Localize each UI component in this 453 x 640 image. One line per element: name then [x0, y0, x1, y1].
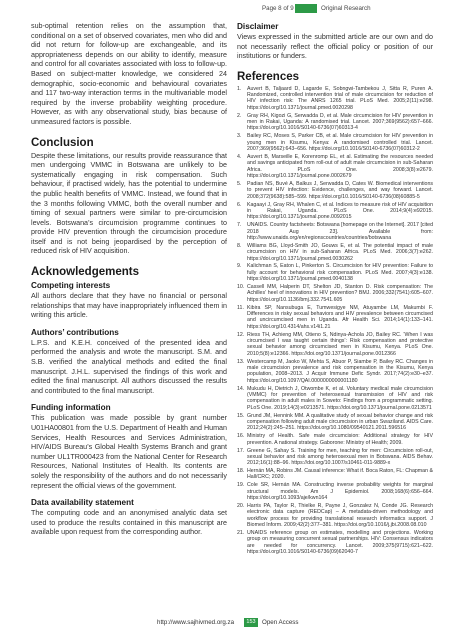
reference-text: Auvert B, Marseille E, Korenromp EL, et al. Estimating the resources needed and savings anticipated from roll-out of adult male circumcision in sub-Saharan Africa. PLoS One. 2008;3(8):e2679. https://doi.org/10.1371/journal.pone.0002679 — [247, 154, 433, 180]
reference-item — [237, 413, 433, 432]
reference-item — [237, 530, 433, 555]
reference-number: 14. — [237, 385, 245, 392]
reference-item — [237, 86, 433, 111]
reference-text: Harris PA, Taylor R, Thielke R, Payne J, Gonzalez N, Conde JG. Research electronic data capture (REDCap) – A metadata-driven methodology and workflow process for providing translational research informatics support. J Biomed Inform. 2009;42(2):377–381. https://doi.org/10.1016/j.jbi.2008.08.010 — [247, 503, 433, 529]
reference-text: Hernán MA, Robins JM. Causal inference: What if. Boca Raton, FL: Chapman & Hall/CRC; 2020. — [247, 468, 433, 481]
reference-text: Kibira SP, Nansubuga E, Tumwesigye NM, Atuyambe LM, Makumbi F. Differences in risky sexual behaviors and HIV prevalence between circumcised and uncircumcised men in Uganda. Afr Health Sci. 2014;14(1):133–141. https://doi.org/10.4314/ahs.v14i1.21 — [247, 304, 433, 330]
reference-number: 17. — [237, 447, 245, 454]
reference-number: 20. — [237, 503, 245, 510]
reference-number: 4. — [237, 154, 242, 160]
reference-number: 19. — [237, 482, 245, 489]
reference-text: UNAIDS. Country factsheets: Botswana [homepage on the Internet]. 2017 [cited 2018 Aug 23]. Available from: http://www.unaids.org/en/regionscountries/countries/botswana — [247, 222, 433, 241]
funding-paragraph: This publication was made possible by grant number U01HA00801 from the U.S. Department of Health and Human Services, Health Resources and Services Administration, HIV/AIDS Bureau’s Global Health Systems Branch and grant number UL1TR000423 from the National Center for Research Resources, National Institutes of Health. Its contents are solely the responsibility of the authors and do not necessarily represent the official views of the government. — [31, 414, 227, 490]
right-column — [237, 22, 433, 557]
reference-item — [237, 468, 433, 481]
reference-number: 16. — [237, 433, 245, 440]
reference-item — [237, 433, 433, 446]
references-list — [237, 86, 433, 556]
reference-text: Kagaayi J, Gray RH, Whalen C, et al. Indices to measure risk of HIV acquisition in Rakai, Uganda. PLoS One. 2014;9(4):e92015. https://doi.org/10.1371/journal.pone.0092015 — [247, 201, 433, 221]
reference-text: Grund JM, Hennink MM. A qualitative study of sexual behavior change and risk compensation following adult male circumcision in urban Swaziland. AIDS Care. 2012;24(2):245–251. https://doi.org/10.1080/09540121.2011.596516 — [247, 412, 433, 432]
reference-number: 2. — [237, 112, 242, 119]
reference-number: 9. — [237, 263, 242, 270]
acknowledgements-heading: Acknowledgements — [31, 266, 139, 279]
reference-text: Bailey RC, Moses S, Parker CB, et al. Male circumcision for HIV prevention in young men in Kisumu, Kenya: A randomised controlled trial. Lancet. 2007;369(9562):643–656. https://doi.org/10.1016/S0140-6736(07)60312-2 — [247, 133, 433, 153]
reference-text: Gray RH, Kigozi G, Serwadda D, et al. Male circumcision for HIV prevention in men in Rakai, Uganda: A randomised trial. Lancet. 2007;369(9562):657–666. https://doi.org/10.1016/S0140-6736(07)60313-4 — [247, 112, 433, 132]
funding-heading: Funding information — [31, 403, 111, 413]
page-footer — [0, 618, 453, 630]
conclusion-heading: Conclusion — [31, 136, 94, 149]
reference-item — [237, 154, 433, 179]
reference-item — [237, 284, 433, 303]
references-heading: References — [237, 70, 300, 83]
reference-number: 8. — [237, 242, 242, 249]
disclaimer-heading: Disclaimer — [237, 22, 279, 31]
reference-number: 5. — [237, 180, 242, 187]
reference-item — [237, 243, 433, 262]
reference-item — [237, 263, 433, 282]
reference-item — [237, 181, 433, 200]
reference-text: Cole SR, Hernán MA. Constructing inverse probability weights for marginal structural models. Am J Epidemiol. 2008;168(6):656–664. https://doi.org/10.1093/aje/kwn164 — [247, 482, 433, 502]
reference-text: Greene G, Sahay S. Training for men, teaching for men: Circumcision roll-out, sexual behavior and risk among heterosexual men in Botswana. AIDS Behav. 2012;16(1):88–96. https://doi.org/10.1007/s10461-011-9889-x — [247, 447, 433, 467]
reference-item — [237, 222, 433, 241]
reference-number: 13. — [237, 358, 245, 365]
intro-paragraph: sub-optimal retention relies on the assumption that, conditional on a set of observed covariates, men who did and did not return for follow-up are exchangeable, and its appropriateness depends on our ability to identify, measure and control for all covariates associated with loss to follow-up. Based on subject-matter knowledge, we considered 24 demographic, socio-economic and behavioural covariates and 117 two-way interaction terms in the multivariable model required by the inverse probability weighting procedure. However, as with any observational study, bias because of unmeasured factors is possible. — [31, 22, 227, 126]
data-availability-paragraph: The computing code and an anonymised analytic data set used to produce the results contained in this manuscript are available upon request from the corresponding author. — [31, 509, 227, 537]
reference-text: Auvert B, Taljaard D, Lagarde E, Sobngwi-Tambekou J, Sitta R, Puren A. Randomized, controlled intervention trial of male circumcision for reduction of HIV infection risk: The ANRS 1265 trial. PLoS Med. 2005;2(11):e298. https://doi.org/10.1371/journal.pmed.0020298 — [247, 85, 433, 111]
page-header — [0, 5, 453, 17]
reference-item — [237, 305, 433, 330]
reference-item — [237, 448, 433, 467]
reference-text: UNAIDS reference group on estimates, modelling and projections. Working group on measuring concurrent sexual partnerships. HIV: Consensus indicators are needed for concurrency. Lancet. 2009;375(9715):621–622. https://doi.org/10.1016/S0140-6736(09)62040-7 — [247, 530, 433, 556]
reference-item — [237, 482, 433, 501]
reference-number: 6. — [237, 201, 242, 208]
reference-text: Westercamp M, Jaoko W, Mehta S, Abuor P, Siambe P, Bailey RC. Changes in male circumcision prevalence and risk compensation in the Kisumu, Kenya population, 2008–2013. J Acquir Immune Defic Syndr. 2017;74(2):e30–e37. https://doi.org/10.1097/QAI.0000000000001180 — [247, 358, 433, 384]
footer-page-number: 153 — [244, 618, 258, 627]
reference-number: 7. — [237, 222, 242, 229]
reference-number: 15. — [237, 412, 245, 419]
reference-text: Riess TH, Achieng MM, Otieno S, Ndinya-Achola JO, Bailey RC. ‘When I was circumcised I was taught certain things’: Risk compensation and protective sexual behavior among circumcised men in Kisumu, Kenya. PLoS One. 2010;5(8):e12366. https://doi.org/10.1371/journal.pone.0012366 — [247, 331, 433, 357]
reference-item — [237, 332, 433, 357]
reference-item — [237, 113, 433, 132]
article-type-label: Original Research — [321, 5, 371, 12]
reference-text: Mukudu H, Dietrich J, Otwombe K, et al. Voluntary medical male circumcision (VMMC) for prevention of heterosexual transmission of HIV and risk compensation in adult males in Soweto: Findings from a programmatic setting. PLoS One. 2019;14(3):e0213571. https://doi.org/10.1371/journal.pone.0213571 — [247, 385, 433, 411]
reference-number: 11. — [237, 304, 244, 311]
conclusion-paragraph: Despite these limitations, our results provide reassurance that men undergoing VMMC in Botswana are unlikely to be systematically engaging in risk compensation. Such behaviour, if practised widely, has the potential to undermine the public health benefits of VMMC. Instead, we found that in the 3 months following VMMC, both the overall number and timing of sexual partners were similar to pre-circumcision levels. Botswana’s circumcision programme continues to provide HIV prevention through the circumcision procedure itself and is not being jeopardised by the perception of reduced risk of HIV acquisition. — [31, 151, 227, 256]
competing-interests-heading: Competing interests — [31, 281, 111, 291]
authors-contributions-paragraph: L.P.S. and K.E.H. conceived of the presented idea and performed the analysis and wrote the manuscript. S.M. and S.B. verified the analytical methods and edited the final manuscript. J.H.L. supervised the findings of this work and edited the final manuscript. All authors discussed the results and contributed to the final manuscript. — [31, 338, 227, 395]
page-number-label: Page 8 of 9 — [262, 5, 294, 12]
reference-item — [237, 503, 433, 528]
reference-item — [237, 133, 433, 152]
journal-url-link[interactable]: http://www.sajhivmed.org.za — [157, 619, 235, 626]
data-availability-heading: Data availability statement — [31, 498, 134, 508]
reference-item — [237, 359, 433, 384]
open-access-label: Open Access — [262, 619, 299, 626]
reference-number: 18. — [237, 468, 245, 475]
reference-item — [237, 202, 433, 221]
reference-number: 12. — [237, 331, 245, 338]
competing-interests-paragraph: All authors declare that they have no financial or personal relationships that may have inappropriately influenced them in writing this article. — [31, 292, 227, 320]
reference-item — [237, 386, 433, 411]
reference-text: Padian NS, Buvé A, Balkus J, Serwadda D, Cates W. Biomedical interventions to prevent HIV infection: Evidence, challenges, and way forward. Lancet. 2008;372(9638):585–599. https://doi.org/10.1016/S0140-6736(08)60885-5 — [247, 180, 433, 200]
reference-number: 10. — [237, 284, 245, 291]
reference-text: Williams BG, Lloyd-Smith JO, Gouws E, et al. The potential impact of male circumcision on HIV in sub-Saharan Africa. PLoS Med. 2006;3(7):e262. https://doi.org/10.1371/journal.pmed.0030262 — [247, 242, 433, 262]
reference-text: Ministry of Health. Safe male circumcision: Additional strategy for HIV prevention. A national strategy. Gaborone: Ministry of Health; 2009. — [247, 433, 433, 446]
reference-number: 3. — [237, 133, 242, 140]
authors-contributions-heading: Authors’ contributions — [31, 327, 119, 337]
reference-text: Kalichman S, Eaton L, Pinkerton S. Circumcision for HIV prevention: Failure to fully account for behavioral risk compensation. PLoS Med. 2007;4(3):e138. https://doi.org/10.1371/journal.pmed.0040138 — [247, 263, 433, 283]
left-column — [31, 22, 227, 538]
reference-number: 1. — [237, 85, 242, 92]
header-badge — [295, 4, 317, 13]
reference-number: 21. — [237, 530, 245, 536]
reference-text: Cassell MM, Halperin DT, Shelton JD, Stanton D. Risk compensation: The Achilles’ heel of innovations in HIV prevention? BMJ. 2006;332(7541):605–607. https://doi.org/10.1136/bmj.332.7541.605 — [247, 284, 433, 303]
disclaimer-paragraph: Views expressed in the submitted article are our own and do not necessarily reflect the official policy or position of our institutions or funders. — [237, 33, 433, 61]
